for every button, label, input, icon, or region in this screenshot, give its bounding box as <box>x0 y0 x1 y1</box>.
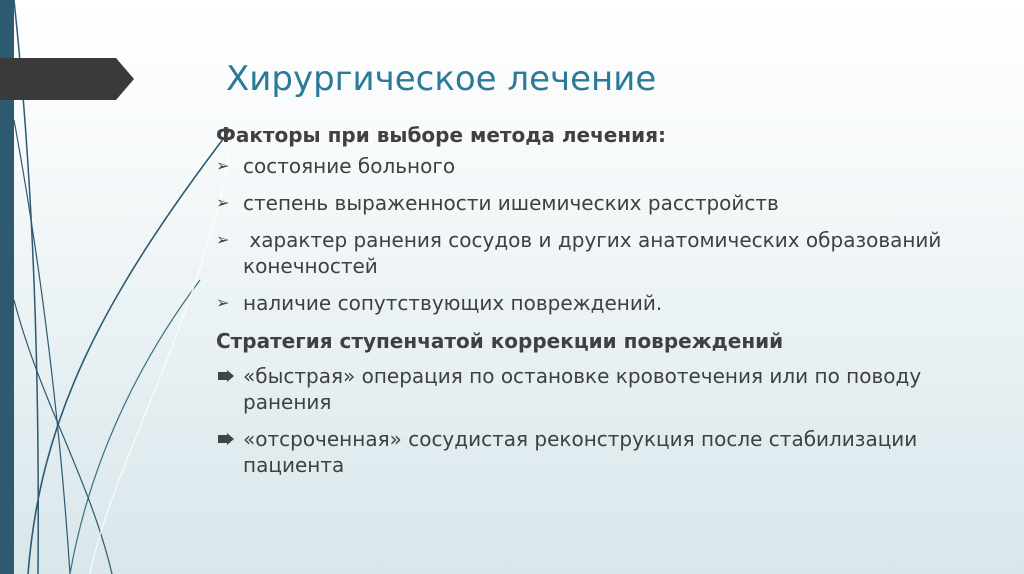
slide-title: Хирургическое лечение <box>226 59 657 99</box>
list-item <box>216 426 996 478</box>
list-item <box>216 227 996 279</box>
list-item <box>216 363 996 415</box>
list-item-text: «быстрая» операция по остановке кровотечения или по поводу ранения <box>243 364 922 414</box>
list-item-text: характер ранения сосудов и других анатомических образований конечностей <box>243 228 948 278</box>
list-item-text: степень выраженности ишемических расстройств <box>243 191 779 215</box>
check-arrow-icon: ➢ <box>216 230 230 249</box>
section-heading-factors: Факторы при выборе метода лечения: <box>216 123 667 147</box>
check-arrow-icon: ➢ <box>216 156 230 175</box>
list-item-text: состояние больного <box>243 154 456 178</box>
section-heading-strategy: Стратегия ступенчатой коррекции повреждений <box>216 329 784 353</box>
list-item-text: «отсроченная» сосудистая реконструкция после стабилизации пациента <box>243 427 918 477</box>
list-item <box>216 290 996 316</box>
check-arrow-icon: ➢ <box>216 293 230 312</box>
list-item <box>216 190 996 216</box>
title-tab-shape <box>0 58 134 100</box>
slide-content <box>216 121 996 489</box>
list-item-text: наличие сопутствующих повреждений. <box>243 291 663 315</box>
check-arrow-icon: ➢ <box>216 193 230 212</box>
list-item <box>216 153 996 179</box>
